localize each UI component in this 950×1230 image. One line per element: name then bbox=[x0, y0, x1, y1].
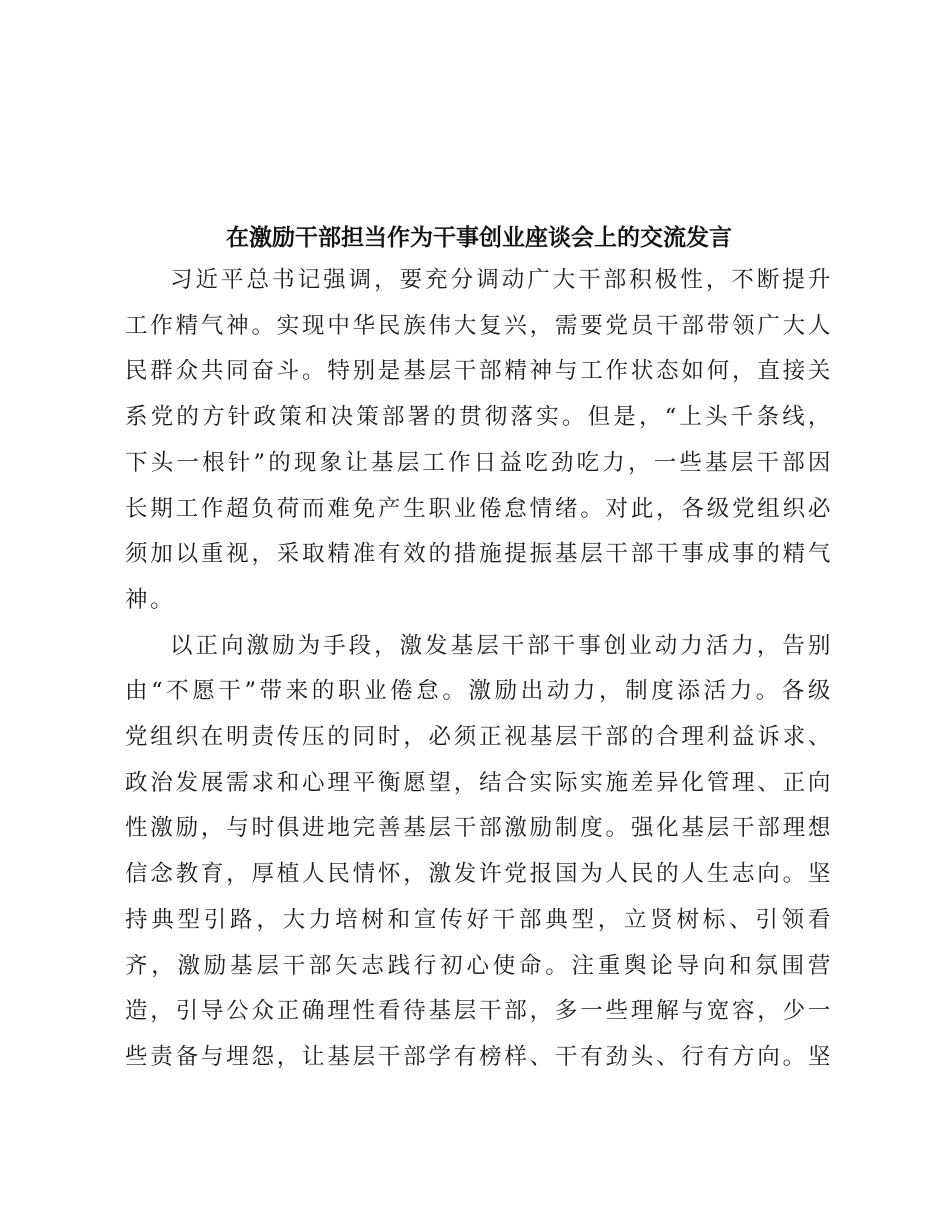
paragraph-2-line-6: 信念教育，厚植人民情怀，激发许党报国为人民的人生志向。坚 bbox=[125, 861, 833, 888]
paragraph-2-line-1: 以正向激励为手段，激发基层干部干事创业动力活力，告别 bbox=[170, 632, 833, 659]
paragraph-2-line-7: 持典型引路，大力培树和宣传好干部典型，立贤树标、引领看 bbox=[125, 906, 833, 933]
paragraph-2-line-4: 政治发展需求和心理平衡愿望，结合实际实施差异化管理、正向 bbox=[125, 769, 833, 796]
paragraph-1-line-1: 习近平总书记强调，要充分调动广大干部积极性，不断提升 bbox=[170, 267, 833, 293]
paragraph-1-line-7: 须加以重视，采取精准有效的措施提振基层干部干事成事的精气 bbox=[125, 541, 833, 568]
paragraph-2-line-9: 造，引导公众正确理性看待基层干部，多一些理解与宽容，少一 bbox=[125, 998, 833, 1025]
document-body bbox=[125, 258, 833, 1081]
paragraph-2-line-5: 性激励，与时俱进地完善基层干部激励制度。强化基层干部理想 bbox=[125, 815, 833, 842]
document-title: 在激励干部担当作为干事创业座谈会上的交流发言 bbox=[226, 224, 732, 251]
paragraph-2-line-8: 齐，激励基层干部矢志践行初心使命。注重舆论导向和氛围营 bbox=[125, 952, 833, 979]
paragraph-1 bbox=[125, 258, 833, 624]
paragraph-1-line-3: 民群众共同奋斗。特别是基层干部精神与工作状态如何，直接关 bbox=[125, 358, 833, 385]
paragraph-2-line-2: 由“不愿干”带来的职业倦怠。激励出动力，制度添活力。各级 bbox=[125, 678, 833, 705]
paragraph-1-line-5: 下头一根针”的现象让基层工作日益吃劲吃力，一些基层干部因 bbox=[125, 449, 833, 476]
paragraph-2-line-10: 些责备与埋怨，让基层干部学有榜样、干有劲头、行有方向。坚 bbox=[125, 1043, 833, 1070]
paragraph-1-line-2: 工作精气神。实现中华民族伟大复兴，需要党员干部带领广大人 bbox=[125, 312, 833, 339]
paragraph-1-line-6: 长期工作超负荷而难免产生职业倦怠情绪。对此，各级党组织必 bbox=[125, 495, 833, 522]
paragraph-2 bbox=[125, 624, 833, 1081]
paragraph-1-line-8: 神。 bbox=[125, 586, 176, 613]
paragraph-1-line-4: 系党的方针政策和决策部署的贯彻落实。但是，“上头千条线， bbox=[125, 404, 833, 431]
paragraph-2-line-3: 党组织在明责传压的同时，必须正视基层干部的合理利益诉求、 bbox=[125, 724, 833, 751]
